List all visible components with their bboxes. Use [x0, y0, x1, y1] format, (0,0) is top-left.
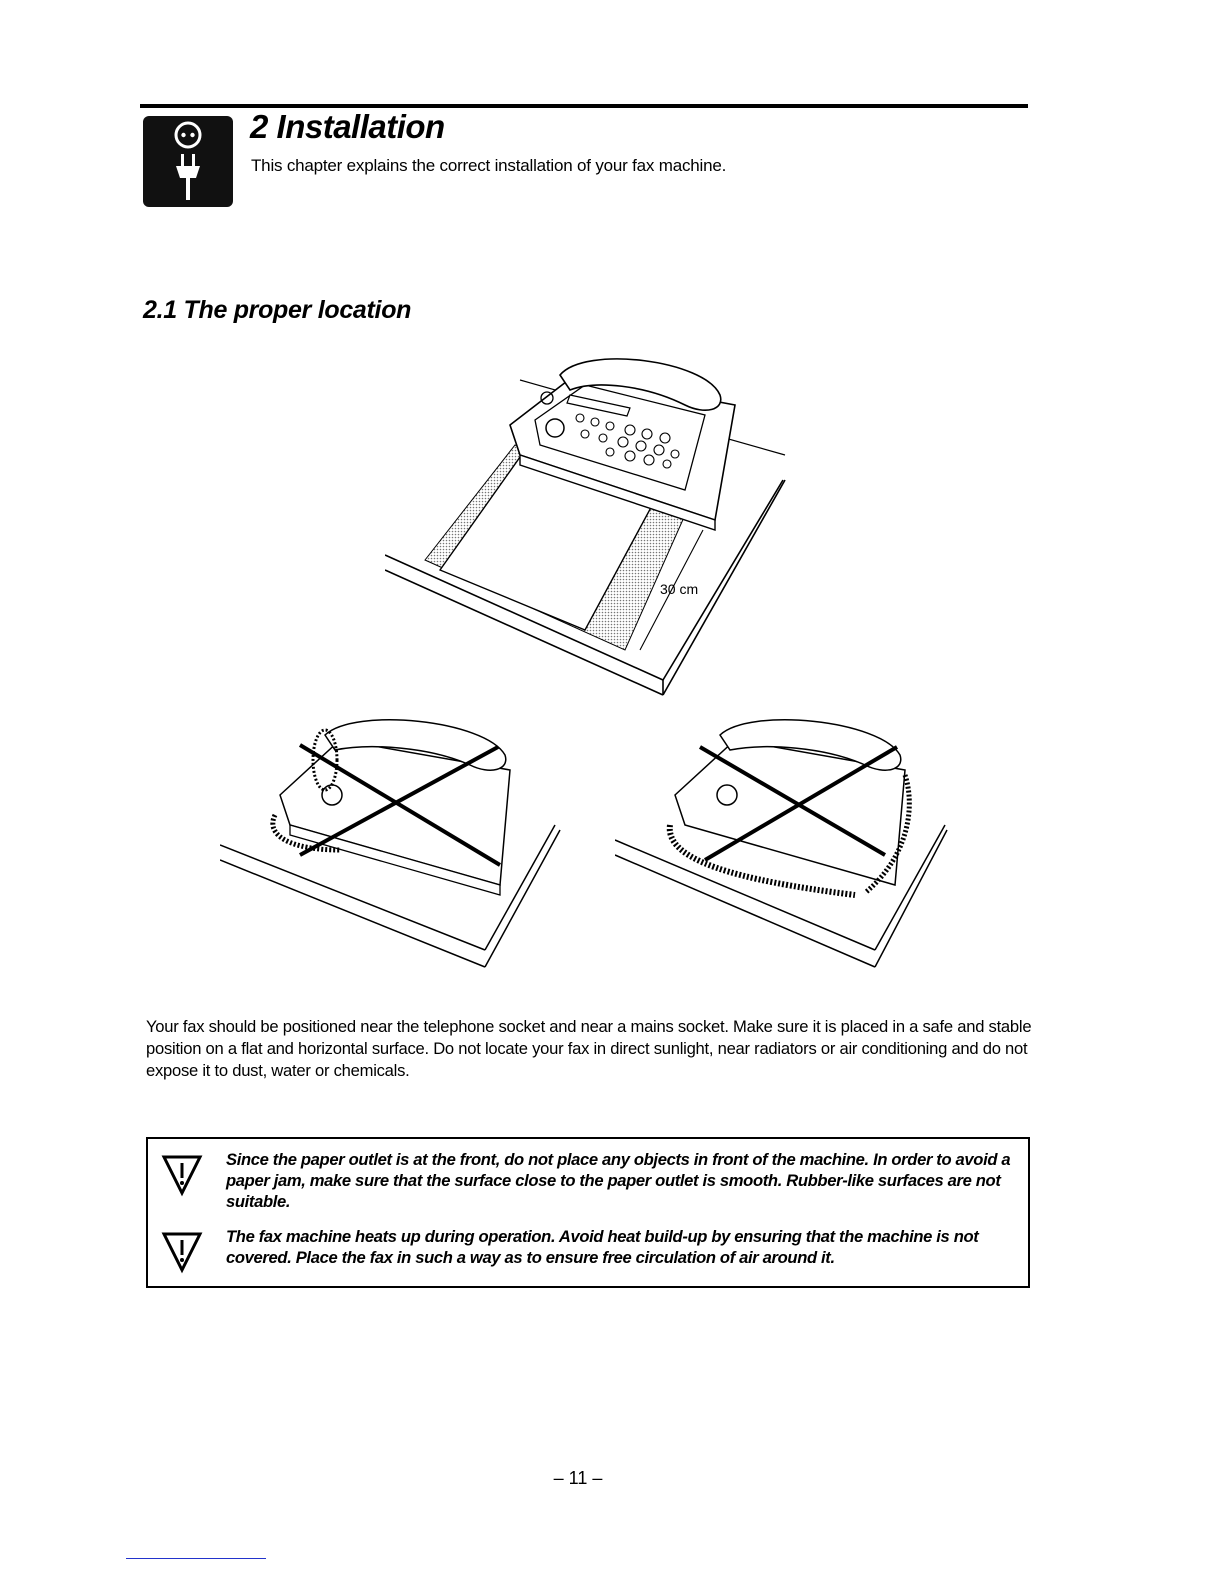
fax-correct-placement-illustration [385, 350, 790, 710]
warning-text-heat: The fax machine heats up during operation. Avoid heat build-up by ensuring that the machine is not covered. Place the fax in such a way as to ensure free circulation of air around it. [226, 1227, 979, 1267]
chapter-title: 2 Installation [250, 108, 445, 145]
placement-instructions: Your fax should be positioned near the telephone socket and near a mains socket. Make sure it is placed in a safe and stable position on a flat and horizontal surface. Do not locate your fax in direct sunlight, near radiators or air conditioning and do not expose it to dust, water or chemicals. [146, 1017, 1032, 1080]
warning-box [146, 1137, 1030, 1288]
warning-text-paper-outlet: Since the paper outlet is at the front, do not place any objects in front of the machine. In order to avoid a paper jam, make sure that the surface close to the paper outlet is smooth. Rubber-like surfaces are not suitable. [226, 1150, 1011, 1211]
warning-triangle-icon [160, 1230, 204, 1274]
page-number: – 11 – [553, 1468, 603, 1488]
power-plug-icon [143, 116, 233, 207]
fax-incorrect-placement-illustration-2 [615, 715, 955, 975]
warning-triangle-icon [160, 1153, 204, 1197]
distance-label: 30 cm [660, 581, 699, 597]
chapter-intro: This chapter explains the correct installation of your fax machine. [251, 156, 727, 175]
fax-incorrect-placement-illustration [220, 715, 565, 975]
footer-rule [126, 1558, 266, 1559]
section-title: 2.1 The proper location [143, 296, 412, 324]
